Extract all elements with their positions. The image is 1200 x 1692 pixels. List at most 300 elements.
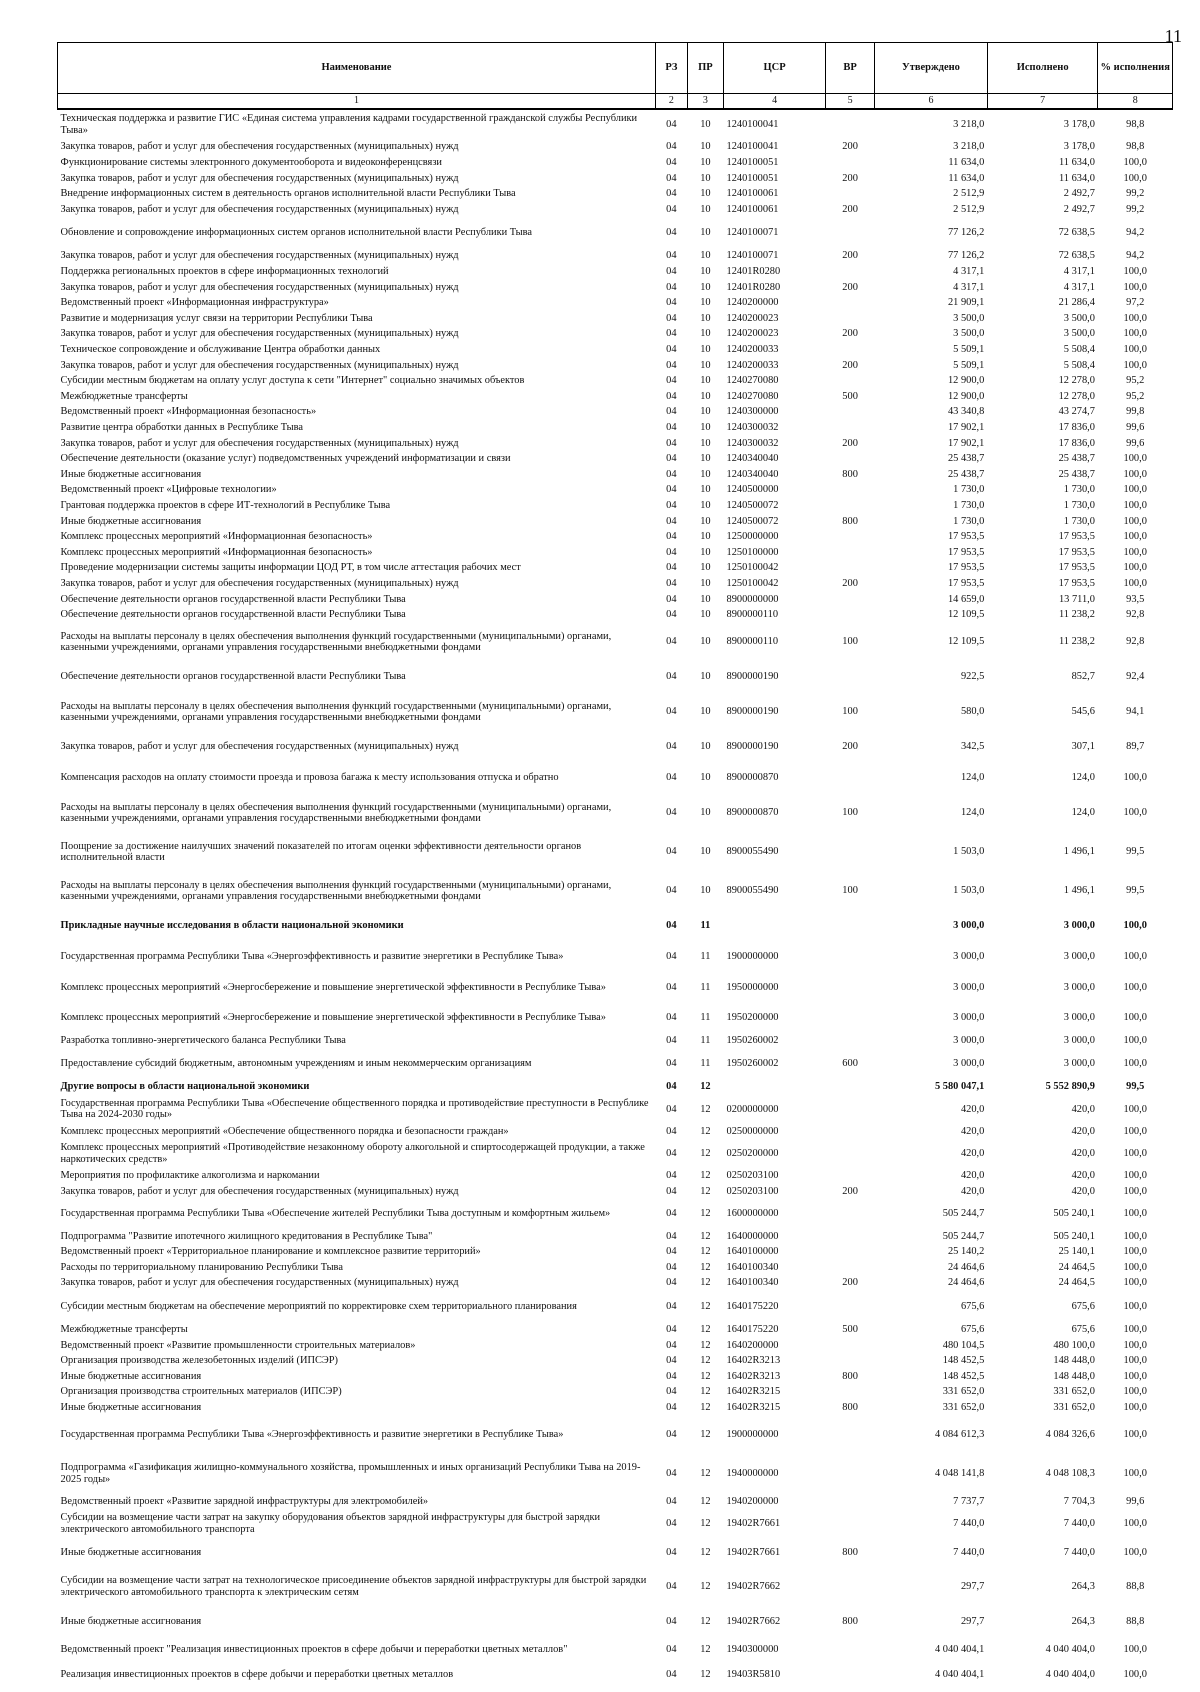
cell-csr	[724, 910, 826, 941]
cell-executed: 11 634,0	[1058, 172, 1095, 184]
cell-approved: 17 953,5	[947, 546, 985, 558]
cell-rz: 04	[666, 437, 677, 449]
cell-executed: 17 953,5	[1058, 531, 1095, 543]
cell-pr: 10	[700, 499, 711, 511]
cell-name: Межбюджетные трансферты	[60, 390, 188, 402]
table-row	[58, 1199, 1173, 1228]
cell-name: Иные бюджетные ассигнования	[60, 1370, 202, 1382]
cell-pr: 12	[700, 1429, 711, 1441]
cell-rz: 04	[666, 390, 677, 402]
cell-rz: 04	[666, 772, 677, 784]
cell-pr: 10	[700, 468, 711, 480]
cell-approved: 420,0	[960, 1103, 985, 1115]
cell-rz: 04	[666, 1517, 677, 1529]
cell-rz: 04	[666, 1081, 677, 1093]
cell-vr: 200	[842, 741, 858, 753]
cell-name: Проведение модернизации системы защиты информации ЦОД РТ, в том числе аттестация рабочих мест	[60, 562, 521, 574]
cell-approved: 4 040 404,1	[934, 1668, 985, 1680]
cell-csr: 8900055490	[726, 846, 779, 858]
cell-percent: 100,0	[1123, 453, 1147, 465]
cell-vr	[826, 264, 875, 280]
cell-rz: 04	[666, 1429, 677, 1441]
table-row	[58, 1048, 1173, 1079]
table-row	[58, 607, 1173, 623]
cell-vr	[826, 217, 875, 248]
cell-executed: 4 040 404,0	[1045, 1668, 1095, 1680]
cell-approved: 420,0	[960, 1125, 985, 1137]
cell-pr: 12	[700, 1580, 711, 1592]
cell-percent: 100,0	[1123, 359, 1147, 371]
table-row	[58, 155, 1173, 171]
table-row	[58, 201, 1173, 217]
cell-vr: 200	[842, 1186, 858, 1198]
cell-rz: 04	[666, 1230, 677, 1242]
cell-rz: 04	[666, 1170, 677, 1182]
cell-name: Государственная программа Республики Тыва «Энергоэффективность и развитие энергетики в Республике Тыва»	[60, 1429, 564, 1441]
table-row	[58, 279, 1173, 295]
cell-pr: 11	[700, 1057, 711, 1069]
cell-percent: 100,0	[1123, 266, 1147, 278]
cell-rz: 04	[666, 671, 677, 683]
table-row	[58, 217, 1173, 248]
cell-executed: 25 438,7	[1058, 468, 1095, 480]
cell-executed: 4 317,1	[1063, 266, 1095, 278]
table-row	[58, 357, 1173, 373]
cell-approved: 5 509,1	[953, 359, 985, 371]
table-row	[58, 1368, 1173, 1384]
cell-rz: 04	[666, 1495, 677, 1507]
cell-rz: 04	[666, 1615, 677, 1627]
cell-csr: 1240500072	[726, 515, 779, 527]
cell-approved: 25 438,7	[947, 468, 985, 480]
cell-pr: 12	[700, 1668, 711, 1680]
cell-name: Грантовая поддержка проектов в сфере ИТ-технологий в Республике Тыва	[60, 499, 391, 511]
cell-name: Мероприятия по профилактике алкоголизма и наркомании	[60, 1170, 320, 1182]
cell-csr: 1950000000	[726, 982, 779, 994]
table-row	[58, 731, 1173, 762]
cell-approved: 3 000,0	[953, 951, 985, 963]
cell-approved: 2 512,9	[953, 188, 985, 200]
cell-pr: 12	[700, 1615, 711, 1627]
cell-percent: 94,2	[1126, 250, 1145, 262]
cell-executed: 17 836,0	[1058, 421, 1095, 433]
table-row	[58, 248, 1173, 264]
cell-rz: 04	[666, 188, 677, 200]
cell-rz: 04	[666, 1324, 677, 1336]
cell-vr	[826, 560, 875, 576]
header-percent: % исполнения	[1098, 43, 1173, 94]
cell-pr: 12	[700, 1370, 711, 1382]
table-row	[58, 1606, 1173, 1637]
cell-rz: 04	[666, 119, 677, 131]
cell-csr: 8900000110	[726, 609, 779, 621]
cell-name: Обеспечение деятельности (оказание услуг) подведомственных учреждений информатизации и связи	[60, 453, 511, 465]
cell-rz: 04	[666, 706, 677, 718]
cell-vr	[826, 1094, 875, 1123]
cell-approved: 7 440,0	[953, 1517, 985, 1529]
cell-executed: 17 836,0	[1058, 437, 1095, 449]
cell-percent: 100,0	[1123, 1339, 1147, 1351]
cell-pr: 10	[700, 593, 711, 605]
cell-percent: 100,0	[1123, 1429, 1147, 1441]
cell-vr	[826, 972, 875, 1003]
cell-approved: 3 218,0	[953, 119, 985, 131]
cell-name: Ведомственный проект «Информационная безопасность»	[60, 406, 317, 418]
cell-approved: 342,5	[960, 741, 985, 753]
cell-rz: 04	[666, 562, 677, 574]
cell-percent: 100,0	[1123, 1300, 1147, 1312]
table-row	[58, 622, 1173, 661]
cell-executed: 43 274,7	[1058, 406, 1095, 418]
cell-executed: 5 508,4	[1063, 359, 1095, 371]
cell-approved: 3 000,0	[953, 1012, 985, 1024]
cell-name: Предоставление субсидий бюджетным, автономным учреждениям и иным некоммерческим организациям	[60, 1057, 532, 1069]
table-row	[58, 692, 1173, 731]
cell-vr: 500	[842, 1324, 858, 1336]
cell-name: Иные бюджетные ассигнования	[60, 1615, 202, 1627]
cell-name: Обновление и сопровождение информационных систем органов исполнительной власти Республики Тыва	[60, 227, 532, 239]
cell-pr: 10	[700, 266, 711, 278]
cell-rz: 04	[666, 885, 677, 897]
cell-approved: 12 109,5	[947, 636, 985, 648]
table-row	[58, 1275, 1173, 1291]
table-row	[58, 466, 1173, 482]
cell-executed: 72 638,5	[1058, 250, 1095, 262]
cell-approved: 24 464,6	[947, 1277, 985, 1289]
cell-csr: 19402R7662	[726, 1580, 781, 1592]
cell-rz: 04	[666, 1668, 677, 1680]
cell-vr	[826, 1337, 875, 1353]
cell-approved: 12 109,5	[947, 609, 985, 621]
cell-name: Внедрение информационных систем в деятельность органов исполнительной власти Республики Тыва	[60, 188, 516, 200]
cell-name: Закупка товаров, работ и услуг для обеспечения государственных (муниципальных) нужд	[60, 741, 459, 753]
cell-percent: 99,5	[1126, 1081, 1145, 1093]
header-number: 2	[655, 94, 687, 110]
cell-executed: 3 000,0	[1063, 1034, 1095, 1046]
cell-pr: 10	[700, 375, 711, 387]
section-total-row	[58, 1079, 1173, 1095]
cell-pr: 10	[700, 172, 711, 184]
cell-rz: 04	[666, 609, 677, 621]
cell-name: Государственная программа Республики Тыва «Обеспечение общественного порядка и противодействие преступности в Республике Тыва на 2024-2030 годы»	[60, 1097, 649, 1121]
cell-percent: 95,2	[1126, 375, 1145, 387]
cell-rz: 04	[666, 281, 677, 293]
cell-vr	[826, 544, 875, 560]
table-row	[58, 871, 1173, 910]
cell-vr	[826, 1493, 875, 1509]
cell-percent: 100,0	[1123, 1170, 1147, 1182]
cell-rz: 04	[666, 1643, 677, 1655]
table-row	[58, 1032, 1173, 1048]
table-row	[58, 170, 1173, 186]
cell-csr: 1900000000	[726, 951, 779, 963]
cell-pr: 11	[700, 951, 711, 963]
cell-executed: 852,7	[1071, 671, 1095, 683]
cell-percent: 99,5	[1126, 846, 1145, 858]
cell-approved: 77 126,2	[947, 227, 985, 239]
cell-approved: 1 503,0	[953, 885, 985, 897]
table-row	[58, 661, 1173, 692]
cell-name: Функционирование системы электронного документооборота и видеоконференцсвязи	[60, 157, 442, 169]
cell-executed: 11 238,2	[1058, 636, 1095, 648]
cell-executed: 3 000,0	[1063, 920, 1095, 932]
cell-name: Компенсация расходов на оплату стоимости проезда и провоза багажа к месту использования отпуска и обратно	[60, 772, 559, 784]
cell-pr: 10	[700, 227, 711, 239]
cell-csr: 1240200000	[726, 297, 779, 309]
cell-percent: 100,0	[1123, 951, 1147, 963]
table-row	[58, 1322, 1173, 1338]
cell-name: Ведомственный проект "Реализация инвестиционных проектов в сфере добычи и переработки цветных металлов"	[60, 1643, 568, 1655]
cell-csr: 0250200000	[726, 1148, 779, 1160]
cell-executed: 21 286,4	[1058, 297, 1095, 309]
cell-executed: 17 953,5	[1058, 562, 1095, 574]
cell-name: Подпрограмма "Развитие ипотечного жилищного кредитования в Республике Тыва"	[60, 1230, 433, 1242]
cell-executed: 7 440,0	[1063, 1546, 1095, 1558]
cell-vr	[826, 342, 875, 358]
table-row	[58, 1337, 1173, 1353]
cell-executed: 331 652,0	[1053, 1402, 1095, 1413]
cell-csr: 19402R7662	[726, 1615, 781, 1627]
cell-vr: 100	[842, 706, 858, 718]
cell-pr: 11	[700, 1034, 711, 1046]
cell-csr: 1240300000	[726, 406, 779, 418]
cell-vr: 100	[842, 636, 858, 648]
cell-percent: 94,1	[1126, 706, 1145, 718]
cell-csr: 1240100041	[726, 119, 779, 131]
cell-rz: 04	[666, 1103, 677, 1115]
cell-name: Расходы на выплаты персоналу в целях обеспечения выполнения функций государственными (муниципальными) органами, казенными учреждениями, органами управления государственными внебюджетными фондами	[60, 700, 612, 724]
cell-name: Закупка товаров, работ и услуг для обеспечения государственных (муниципальных) нужд	[60, 203, 459, 215]
cell-csr: 8900000870	[726, 807, 779, 819]
cell-approved: 4 317,1	[953, 266, 985, 278]
table-row	[58, 1353, 1173, 1369]
cell-vr	[826, 1353, 875, 1369]
cell-csr: 1240200033	[726, 344, 779, 355]
cell-executed: 1 496,1	[1063, 846, 1095, 858]
table-row	[58, 1244, 1173, 1260]
cell-csr: 1240100071	[726, 250, 779, 262]
cell-approved: 12 900,0	[947, 375, 985, 387]
table-row	[58, 560, 1173, 576]
cell-pr: 10	[700, 484, 711, 496]
cell-percent: 98,8	[1126, 119, 1145, 131]
cell-rz: 04	[666, 344, 677, 355]
cell-pr: 12	[700, 1468, 711, 1480]
cell-pr: 10	[700, 119, 711, 131]
cell-pr: 10	[700, 250, 711, 262]
cell-pr: 10	[700, 562, 711, 574]
cell-percent: 92,4	[1126, 671, 1145, 683]
cell-approved: 17 953,5	[947, 562, 985, 574]
cell-rz: 04	[666, 515, 677, 527]
cell-name: Иные бюджетные ассигнования	[60, 1546, 202, 1558]
cell-approved: 4 040 404,1	[934, 1643, 985, 1655]
cell-executed: 264,3	[1071, 1615, 1095, 1627]
cell-csr: 1900000000	[726, 1429, 779, 1441]
cell-pr: 12	[700, 1261, 711, 1273]
cell-csr: 19403R5810	[726, 1668, 781, 1680]
cell-name: Техническое сопровождение и обслуживание Центра обработки данных	[60, 344, 381, 355]
cell-csr: 1600000000	[726, 1208, 779, 1220]
cell-csr: 1240340040	[726, 468, 779, 480]
cell-approved: 3 000,0	[953, 982, 985, 994]
cell-executed: 12 278,0	[1058, 390, 1095, 402]
cell-csr: 0200000000	[726, 1103, 779, 1115]
cell-executed: 2 492,7	[1063, 203, 1095, 215]
cell-csr: 0250203100	[726, 1170, 779, 1182]
cell-approved: 3 500,0	[953, 312, 985, 324]
cell-executed: 11 634,0	[1058, 157, 1095, 169]
cell-pr: 12	[700, 1277, 711, 1289]
cell-pr: 12	[700, 1246, 711, 1258]
cell-pr: 10	[700, 885, 711, 897]
cell-rz: 04	[666, 807, 677, 819]
table-row	[58, 404, 1173, 420]
cell-vr: 800	[842, 515, 858, 527]
cell-pr: 12	[700, 1300, 711, 1312]
cell-vr	[826, 404, 875, 420]
cell-approved: 148 452,5	[942, 1355, 985, 1367]
cell-csr: 1240300032	[726, 421, 779, 433]
cell-approved: 17 953,5	[947, 531, 985, 543]
cell-rz: 04	[666, 359, 677, 371]
header-pr: ПР	[687, 43, 723, 94]
table-row	[58, 373, 1173, 389]
cell-vr	[826, 762, 875, 793]
cell-name: Ведомственный проект «Развитие зарядной инфраструктуры для электромобилей»	[60, 1495, 429, 1507]
cell-rz: 04	[666, 1246, 677, 1258]
table-row	[58, 1509, 1173, 1538]
cell-csr: 0250000000	[726, 1125, 779, 1137]
cell-vr	[826, 1123, 875, 1139]
cell-percent: 99,8	[1126, 406, 1145, 418]
cell-csr: 1640100340	[726, 1277, 779, 1289]
cell-approved: 3 218,0	[953, 141, 985, 153]
cell-approved: 1 730,0	[953, 515, 985, 527]
table-header	[58, 43, 1173, 110]
cell-name: Закупка товаров, работ и услуг для обеспечения государственных (муниципальных) нужд	[60, 281, 459, 293]
header-number: 3	[687, 94, 723, 110]
cell-pr: 10	[700, 390, 711, 402]
table-row	[58, 264, 1173, 280]
cell-percent: 92,8	[1126, 609, 1145, 621]
cell-executed: 2 492,7	[1063, 188, 1095, 200]
cell-csr: 16402R3213	[726, 1355, 781, 1367]
cell-executed: 17 953,5	[1058, 546, 1095, 558]
table-row	[58, 1259, 1173, 1275]
cell-rz: 04	[666, 1186, 677, 1198]
cell-rz: 04	[666, 375, 677, 387]
cell-percent: 100,0	[1123, 499, 1147, 511]
cell-csr: 12401R0280	[726, 281, 781, 293]
cell-executed: 420,0	[1071, 1103, 1095, 1115]
cell-csr: 8900000870	[726, 772, 779, 784]
cell-percent: 100,0	[1123, 982, 1147, 994]
cell-percent: 95,2	[1126, 390, 1145, 402]
cell-pr: 10	[700, 203, 711, 215]
cell-rz: 04	[666, 546, 677, 558]
cell-approved: 11 634,0	[948, 172, 985, 184]
cell-vr	[826, 1415, 875, 1454]
cell-vr	[826, 1567, 875, 1606]
table-row	[58, 1291, 1173, 1322]
cell-vr	[826, 1139, 875, 1168]
cell-executed: 505 240,1	[1053, 1230, 1095, 1242]
cell-csr: 19402R7661	[726, 1546, 781, 1558]
cell-rz: 04	[666, 1057, 677, 1069]
cell-executed: 124,0	[1071, 772, 1095, 784]
cell-name: Комплекс процессных мероприятий «Информационная безопасность»	[60, 531, 373, 543]
cell-pr: 10	[700, 297, 711, 309]
cell-vr	[826, 1244, 875, 1260]
cell-name: Закупка товаров, работ и услуг для обеспечения государственных (муниципальных) нужд	[60, 1186, 459, 1198]
cell-pr: 12	[700, 1186, 711, 1198]
cell-percent: 99,6	[1126, 421, 1145, 433]
table-body	[58, 109, 1173, 1687]
cell-name: Субсидии на возмещение части затрат на закупку оборудования объектов зарядной инфраструктуры для быстрой зарядки электрического автомобильного транспорта	[60, 1512, 601, 1535]
header-executed: Исполнено	[987, 43, 1098, 94]
cell-vr	[826, 497, 875, 513]
table-row	[58, 1003, 1173, 1032]
cell-executed: 24 464,5	[1058, 1277, 1095, 1289]
cell-approved: 5 580 047,1	[934, 1081, 985, 1093]
cell-pr: 10	[700, 609, 711, 621]
cell-percent: 100,0	[1123, 1186, 1147, 1198]
cell-executed: 124,0	[1071, 807, 1095, 819]
cell-vr: 200	[842, 172, 858, 184]
cell-approved: 331 652,0	[942, 1402, 985, 1413]
cell-name: Субсидии местным бюджетам на обеспечение мероприятий по корректировке схем территориального планирования	[60, 1300, 577, 1312]
cell-pr: 10	[700, 577, 711, 589]
table-row	[58, 435, 1173, 451]
table-row	[58, 482, 1173, 498]
cell-percent: 98,8	[1126, 141, 1145, 153]
cell-pr: 10	[700, 515, 711, 527]
cell-rz: 04	[666, 1580, 677, 1592]
table-row	[58, 575, 1173, 591]
cell-csr: 1950260002	[726, 1057, 779, 1069]
cell-approved: 922,5	[960, 671, 985, 683]
cell-executed: 7 704,3	[1063, 1495, 1095, 1507]
cell-executed: 1 730,0	[1063, 499, 1095, 511]
cell-rz: 04	[666, 328, 677, 340]
cell-name: Расходы по территориальному планированию Республики Тыва	[60, 1261, 343, 1273]
cell-executed: 4 084 326,6	[1045, 1429, 1095, 1441]
cell-csr: 16402R3215	[726, 1402, 781, 1413]
cell-executed: 72 638,5	[1058, 227, 1095, 239]
cell-executed: 420,0	[1071, 1125, 1095, 1137]
cell-pr: 10	[700, 453, 711, 465]
cell-rz: 04	[666, 1148, 677, 1160]
cell-percent: 99,2	[1126, 203, 1145, 215]
cell-approved: 331 652,0	[942, 1386, 985, 1398]
cell-name: Реализация инвестиционных проектов в сфере добычи и переработки цветных металлов	[60, 1668, 454, 1680]
cell-approved: 420,0	[960, 1170, 985, 1182]
cell-percent: 100,0	[1123, 1208, 1147, 1220]
cell-rz: 04	[666, 951, 677, 963]
table-row	[58, 941, 1173, 972]
cell-executed: 25 140,1	[1058, 1246, 1095, 1258]
cell-executed: 4 040 404,0	[1045, 1643, 1095, 1655]
cell-vr: 200	[842, 577, 858, 589]
table-row	[58, 1184, 1173, 1200]
cell-rz: 04	[666, 1012, 677, 1024]
cell-percent: 100,0	[1123, 1643, 1147, 1655]
cell-approved: 77 126,2	[947, 250, 985, 262]
cell-vr	[826, 1454, 875, 1493]
cell-approved: 14 659,0	[947, 593, 985, 605]
table-row	[58, 310, 1173, 326]
